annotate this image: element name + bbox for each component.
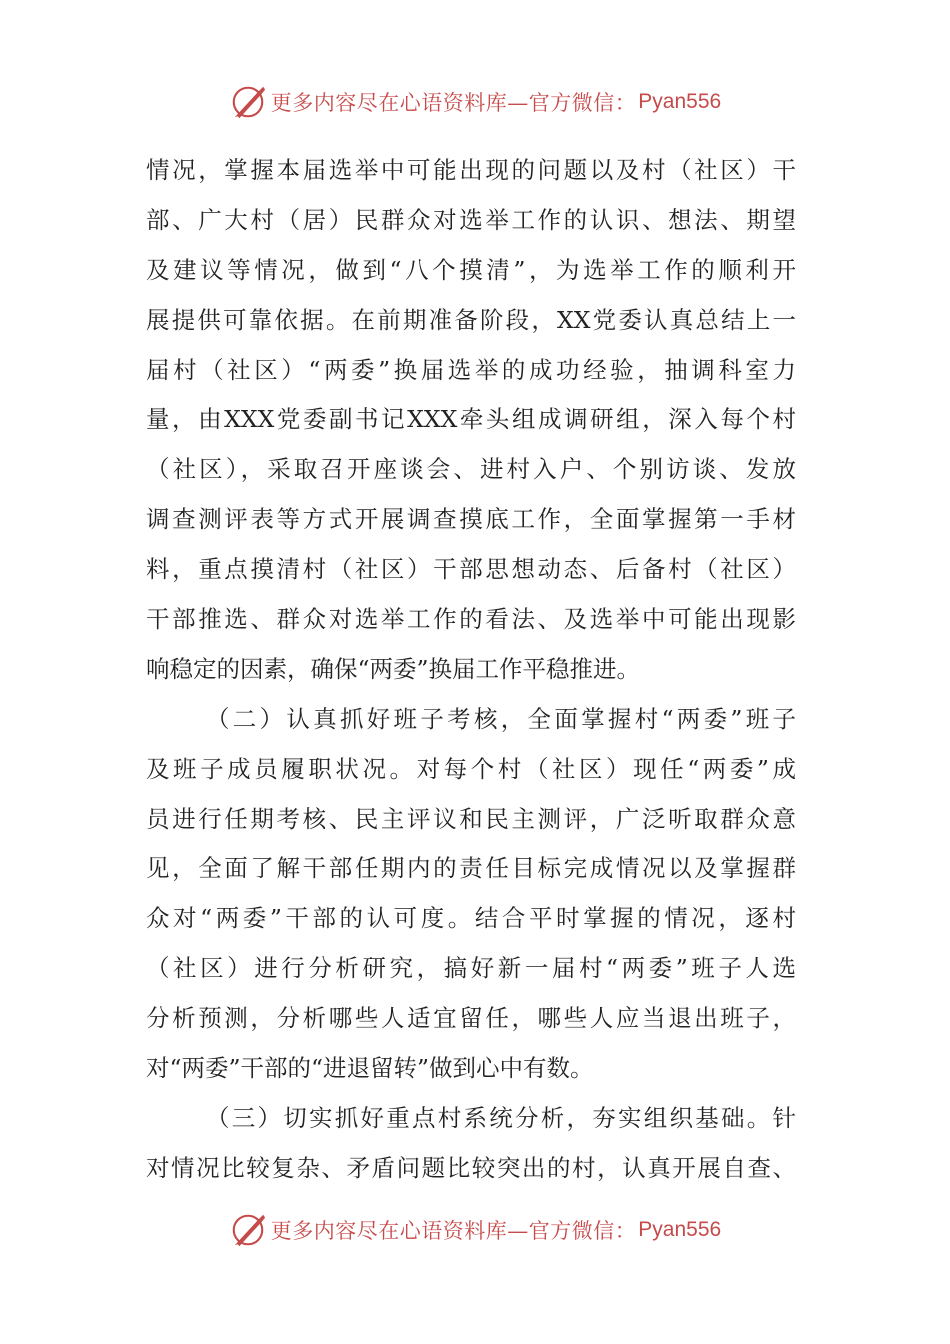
watermark-text: 更多内容尽在心语资料库—官方微信： [270, 1219, 637, 1243]
pen-quill-logo-icon [229, 1211, 267, 1249]
text-line: 对“两委”干部的“进退留转”做到心中有数。 [146, 1054, 594, 1083]
text-line: 情况，掌握本届选举中可能出现的问题以及村（社区）干 [146, 156, 796, 184]
watermark-code: Pyan556 [638, 90, 722, 113]
text-line: 员进行任期考核、民主评议和民主测评，广泛听取群众意 [146, 804, 796, 833]
text-line: 料，重点摸清村（社区）干部思想动态、后备村（社区） [146, 555, 796, 584]
text-line: 对情况比较复杂、矛盾问题比较突出的村，认真开展自查、 [146, 1153, 796, 1182]
section-heading-line: （二）认真抓好班子考核，全面掌握村“两委”班子 [206, 704, 796, 733]
watermark-text: 更多内容尽在心语资料库—官方微信： [270, 91, 637, 115]
text-line: 量，由XXX党委副书记XXX牵头组成调研组，深入每个村 [146, 405, 796, 434]
text-line: 及班子成员履职状况。对每个村（社区）现任“两委”成 [146, 754, 796, 783]
section-heading-line: （三）切实抓好重点村系统分析，夯实组织基础。针 [206, 1103, 796, 1132]
text-line: 调查测评表等方式开展调查摸底工作，全面掌握第一手材 [146, 505, 796, 534]
text-line: 响稳定的因素，确保“两委”换届工作平稳推进。 [146, 654, 641, 683]
text-line: 部、广大村（居）民群众对选举工作的认识、想法、期望 [146, 205, 796, 234]
text-line: 展提供可靠依据。在前期准备阶段，XX党委认真总结上一 [146, 305, 796, 334]
text-line: 众对“两委”干部的认可度。结合平时掌握的情况，逐村 [146, 904, 796, 933]
text-line: （社区）进行分析研究，搞好新一届村“两委”班子人选 [146, 954, 796, 983]
text-line: 干部推选、群众对选举工作的看法、及选举中可能出现影 [146, 605, 796, 634]
pen-quill-logo-icon [229, 83, 267, 121]
text-line: 及建议等情况，做到“八个摸清”，为选举工作的顺利开 [146, 255, 796, 284]
watermark-code: Pyan556 [638, 1218, 722, 1241]
footer-watermark [0, 1208, 950, 1252]
text-line: 见，全面了解干部任期内的责任目标完成情况以及掌握群 [146, 854, 796, 883]
document-body [146, 146, 796, 1194]
text-line: 分析预测，分析哪些人适宜留任，哪些人应当退出班子， [146, 1004, 796, 1033]
header-watermark [0, 80, 950, 124]
text-line: 届村（社区）“两委”换届选举的成功经验，抽调科室力 [146, 355, 796, 384]
text-line: （社区），采取召开座谈会、进村入户、个别访谈、发放 [146, 455, 796, 484]
